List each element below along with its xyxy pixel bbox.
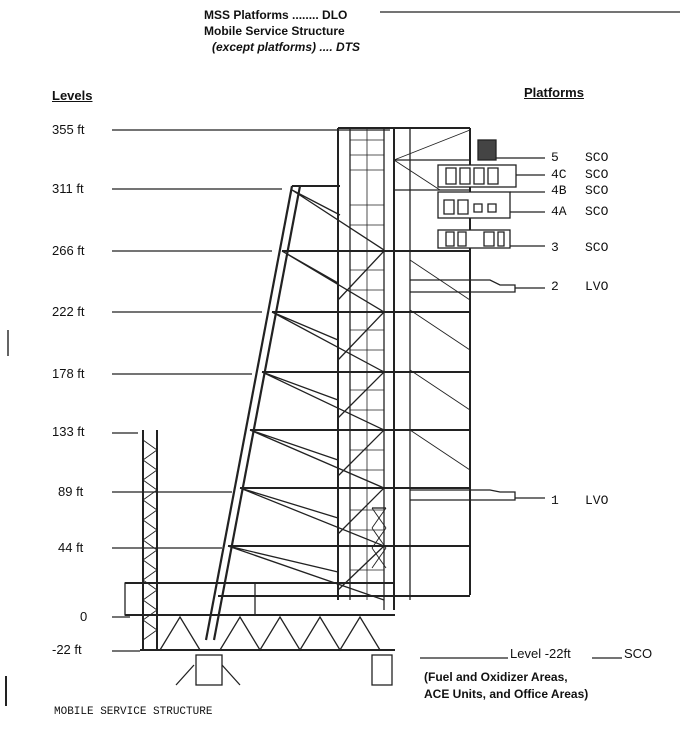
level-label: 133 ft bbox=[52, 424, 85, 439]
figure-caption: MOBILE SERVICE STRUCTURE bbox=[54, 706, 213, 718]
truss-diagonal bbox=[228, 546, 384, 600]
platforms-heading: Platforms bbox=[524, 85, 584, 100]
platform-number: 3 bbox=[551, 240, 559, 255]
platform-number: 4B bbox=[551, 183, 567, 198]
level-label: -22 ft bbox=[52, 642, 82, 657]
truss-diagonal bbox=[240, 488, 384, 546]
legend-except: (except platforms) .... DTS bbox=[212, 40, 361, 54]
support-pad bbox=[372, 655, 392, 685]
platform-5-block bbox=[478, 140, 496, 160]
level-label: 266 ft bbox=[52, 243, 85, 258]
basement-note-1: (Fuel and Oxidizer Areas, bbox=[424, 670, 568, 684]
support-pad bbox=[196, 655, 222, 685]
slanted-leg bbox=[206, 186, 292, 640]
platform-number: 1 bbox=[551, 493, 559, 508]
level-label: 355 ft bbox=[52, 122, 85, 137]
basement-note-2: ACE Units, and Office Areas) bbox=[424, 687, 589, 701]
platform-number: 4A bbox=[551, 204, 567, 219]
platform-code: SCO bbox=[585, 167, 609, 182]
levels-heading: Levels bbox=[52, 88, 93, 103]
platform-3 bbox=[438, 230, 510, 248]
level-label: 222 ft bbox=[52, 304, 85, 319]
level-label: 311 ft bbox=[52, 181, 84, 196]
platform-number: 4C bbox=[551, 167, 567, 182]
level-label: 89 ft bbox=[58, 484, 84, 499]
platform-1 bbox=[410, 490, 515, 500]
legend-platforms: MSS Platforms ........ DLO bbox=[204, 8, 348, 22]
level-label: 0 bbox=[80, 609, 88, 624]
truss-diagonal bbox=[250, 430, 384, 488]
level-label: 44 ft bbox=[58, 540, 84, 555]
basement-label: Level -22ft bbox=[510, 646, 571, 661]
base-diagonals bbox=[160, 617, 380, 650]
platform-number: 5 bbox=[551, 150, 559, 165]
legend-structure: Mobile Service Structure bbox=[204, 24, 345, 38]
platform-code: LVO bbox=[585, 493, 609, 508]
platform-code: SCO bbox=[585, 183, 609, 198]
platform-code: SCO bbox=[585, 240, 609, 255]
platform-2 bbox=[410, 280, 515, 292]
basement-code: SCO bbox=[624, 646, 653, 661]
truss-diagonal bbox=[262, 372, 384, 430]
truss-diagonal bbox=[282, 251, 384, 312]
platform-code: SCO bbox=[585, 204, 609, 219]
elevator-lattice bbox=[143, 440, 157, 640]
platform-code: SCO bbox=[585, 150, 609, 165]
platform-number: 2 bbox=[551, 279, 559, 294]
level-label: 178 ft bbox=[52, 366, 85, 381]
platform-code: LVO bbox=[585, 279, 609, 294]
